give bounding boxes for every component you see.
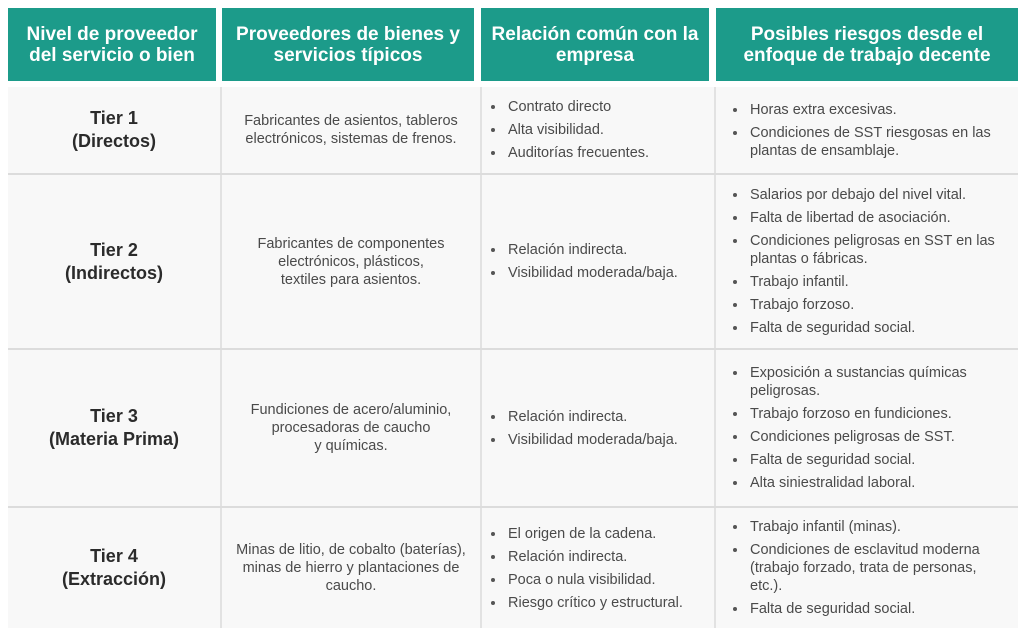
list-item: Auditorías frecuentes. <box>482 144 706 162</box>
column-divider <box>714 87 716 173</box>
header-relation-label: Relación común con la empresa <box>491 23 699 66</box>
providers-cell <box>222 175 480 348</box>
tier-cell <box>8 508 220 628</box>
risks-list <box>724 101 1018 160</box>
column-divider <box>714 350 716 506</box>
relation-cell <box>482 175 714 348</box>
list-item: Poca o nula visibilidad. <box>482 571 706 589</box>
relation-cell <box>482 350 714 506</box>
table-row-tier-3 <box>8 350 1018 506</box>
header-tier-level-label: Nivel de proveedor del servicio o bien <box>26 23 198 66</box>
providers-text: Fundiciones de acero/aluminio, procesadoras de caucho y químicas. <box>250 402 452 454</box>
list-item: Salarios por debajo del nivel vital. <box>724 186 1010 204</box>
providers-text: Minas de litio, de cobalto (baterías), minas de hierro y plantaciones de caucho. <box>236 542 466 594</box>
relation-cell <box>482 508 714 628</box>
providers-cell <box>222 508 480 628</box>
relation-list <box>482 525 714 612</box>
tier-name: Tier 2 <box>90 239 138 260</box>
list-item: Horas extra excesivas. <box>724 101 1010 119</box>
list-item: Exposición a sustancias químicas peligrosas. <box>724 364 1010 400</box>
list-item: Condiciones de esclavitud moderna (trabajo forzado, trata de personas, etc.). <box>724 541 1010 595</box>
list-item: Relación indirecta. <box>482 408 706 426</box>
header-providers-label: Proveedores de bienes y servicios típicos <box>236 23 460 66</box>
header-tier-level <box>8 8 216 81</box>
header-relation <box>481 8 709 81</box>
tier-name: Tier 1 <box>90 108 138 128</box>
list-item: Alta siniestralidad laboral. <box>724 474 1010 492</box>
list-item: Trabajo infantil (minas). <box>724 518 1010 536</box>
list-item: Condiciones peligrosas en SST en las plantas o fábricas. <box>724 232 1010 268</box>
list-item: El origen de la cadena. <box>482 525 706 543</box>
table-row-tier-4 <box>8 508 1018 628</box>
tier-cell <box>8 350 220 506</box>
relation-list <box>482 408 714 449</box>
list-item: Alta visibilidad. <box>482 121 706 139</box>
risks-cell <box>724 350 1018 506</box>
list-item: Falta de seguridad social. <box>724 600 1010 618</box>
relation-cell <box>482 87 714 173</box>
list-item: Trabajo forzoso en fundiciones. <box>724 405 1010 423</box>
tier-name: Tier 4 <box>90 546 138 566</box>
tier-cell <box>8 87 220 173</box>
list-item: Trabajo forzoso. <box>724 296 1010 314</box>
list-item: Falta de libertad de asociación. <box>724 209 1010 227</box>
list-item: Condiciones peligrosas de SST. <box>724 428 1010 446</box>
tier-type: (Directos) <box>71 131 156 151</box>
column-divider <box>714 175 716 348</box>
risks-list <box>724 186 1018 337</box>
risks-cell <box>724 175 1018 348</box>
providers-cell <box>222 350 480 506</box>
list-item: Visibilidad moderada/baja. <box>482 431 706 449</box>
risks-list <box>724 518 1018 618</box>
providers-text: Fabricantes de componentes electrónicos, plásticos, textiles para asientos. <box>257 235 445 288</box>
providers-text: Fabricantes de asientos, tableros electrónicos, sistemas de frenos. <box>244 113 458 147</box>
relation-list <box>482 241 714 282</box>
risks-cell <box>724 87 1018 173</box>
list-item: Riesgo crítico y estructural. <box>482 594 706 612</box>
list-item: Condiciones de SST riesgosas en las plantas de ensamblaje. <box>724 124 1010 160</box>
list-item: Relación indirecta. <box>482 548 706 566</box>
risks-list <box>724 364 1018 492</box>
tier-name: Tier 3 <box>90 406 138 426</box>
tier-type: (Extracción) <box>61 569 167 589</box>
list-item: Visibilidad moderada/baja. <box>482 264 706 282</box>
relation-list <box>482 98 714 162</box>
list-item: Relación indirecta. <box>482 241 706 259</box>
providers-cell <box>222 87 480 173</box>
list-item: Falta de seguridad social. <box>724 451 1010 469</box>
tier-type: (Materia Prima) <box>48 429 180 449</box>
list-item: Trabajo infantil. <box>724 273 1010 291</box>
list-item: Contrato directo <box>482 98 706 116</box>
risks-cell <box>724 508 1018 628</box>
header-risks <box>716 8 1018 81</box>
column-divider <box>714 508 716 628</box>
header-providers <box>222 8 474 81</box>
table-row-tier-1 <box>8 87 1018 173</box>
list-item: Falta de seguridad social. <box>724 319 1010 337</box>
table-row-tier-2 <box>8 175 1018 348</box>
header-risks-label: Posibles riesgos desde el enfoque de trabajo decente <box>743 23 991 66</box>
tier-type: (Indirectos) <box>64 262 163 283</box>
tier-cell <box>8 175 220 348</box>
